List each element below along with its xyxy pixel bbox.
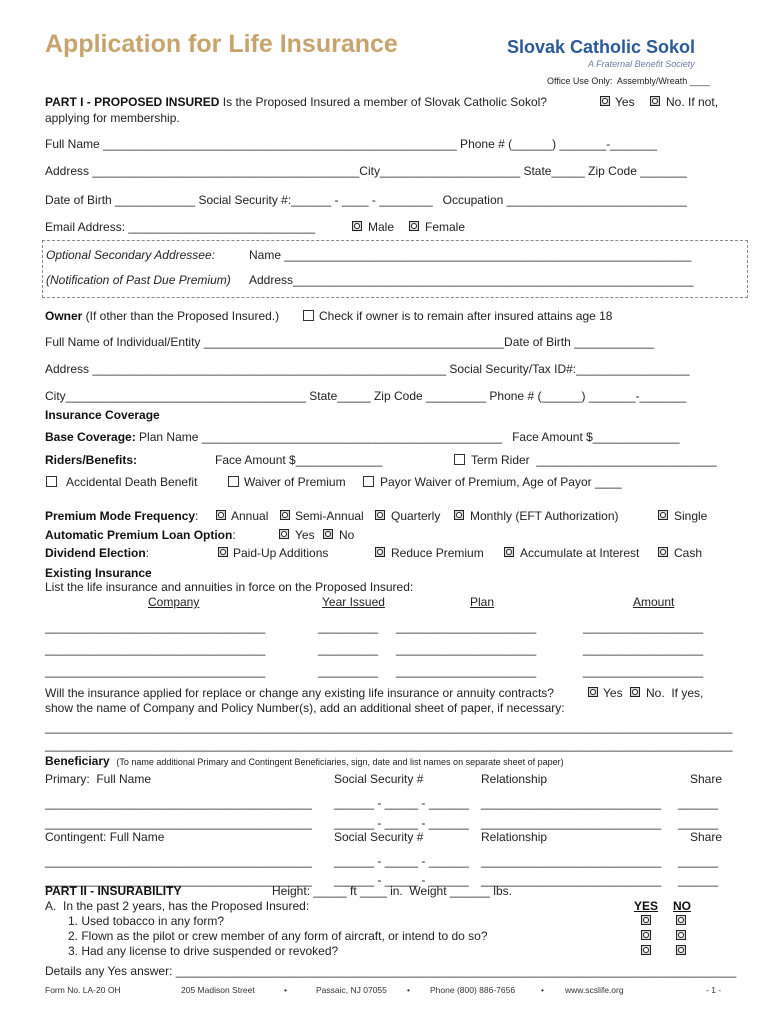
existing-heading: Existing Insurance	[45, 566, 152, 580]
dividend-label: Dividend Election	[45, 546, 146, 560]
primary-ss-field[interactable]: ______ - _____ - ______	[334, 816, 469, 830]
beneficiary-line	[45, 754, 564, 769]
insured-address-field[interactable]: Address ________________________________________City_____________________ State_____ Zip Code _______	[45, 164, 687, 178]
female-label: Female	[425, 220, 466, 234]
member-no-radio[interactable]	[650, 96, 660, 106]
primary-share-header: Share	[690, 772, 723, 786]
male-label: Male	[368, 220, 395, 234]
primary-label: Primary: Full Name	[45, 772, 152, 786]
question-2: 2. Flown as the pilot or crew member of any form of aircraft, or intend to do so?	[68, 929, 488, 943]
footer-bullet: •	[407, 985, 410, 995]
footer-phone: Phone (800) 886-7656	[430, 985, 516, 995]
semi-annual-radio[interactable]	[280, 510, 290, 520]
q2-no-radio[interactable]	[676, 930, 686, 940]
primary-ss-header: Social Security #	[334, 772, 424, 786]
owner-remain-label: Check if owner is to remain after insured attains age 18	[319, 309, 613, 323]
org-tagline: A Fraternal Benefit Society	[588, 59, 695, 69]
existing-company-field[interactable]: _________________________________	[45, 620, 266, 634]
org-name: Slovak Catholic Sokol	[507, 37, 696, 57]
annual-radio[interactable]	[216, 510, 226, 520]
accidental-death-checkbox[interactable]	[46, 476, 57, 487]
primary-relationship-header: Relationship	[481, 772, 548, 786]
apl-no-radio[interactable]	[323, 529, 333, 539]
secondary-address-field[interactable]: Address____________________________________________________________	[249, 273, 694, 287]
rider-face-amount-field[interactable]: Face Amount $_____________	[215, 453, 383, 467]
q1-yes-radio[interactable]	[641, 915, 651, 925]
coverage-heading: Insurance Coverage	[45, 408, 160, 422]
base-coverage-label: Base Coverage:	[45, 430, 136, 444]
primary-ss-field[interactable]: ______ - _____ - ______	[334, 796, 469, 810]
member-no-label: No. If not,	[666, 95, 719, 109]
insured-email-field[interactable]: Email Address: ____________________________	[45, 220, 316, 234]
beneficiary-note: (To name additional Primary and Contingent Beneficiaries, sign, date and list names on separate sheet of paper)	[116, 757, 564, 767]
riders-label: Riders/Benefits:	[45, 453, 138, 467]
contingent-relationship-header: Relationship	[481, 830, 548, 844]
quarterly-radio[interactable]	[375, 510, 385, 520]
question-a: A. In the past 2 years, has the Proposed Insured:	[45, 899, 310, 913]
details-field[interactable]: Details any Yes answer: ____________________________________________________________________________________	[45, 964, 737, 978]
form-number: Form No. LA-20 OH	[45, 985, 121, 995]
primary-name-field[interactable]: ________________________________________	[45, 796, 312, 810]
existing-year-field[interactable]: _________	[318, 620, 379, 634]
mode-label: Premium Mode Frequency	[45, 509, 196, 523]
semi-annual-label: Semi-Annual	[295, 509, 364, 523]
existing-amount-field[interactable]: __________________	[583, 642, 704, 656]
waiver-label: Waiver of Premium	[244, 475, 346, 489]
single-radio[interactable]	[658, 510, 668, 520]
notification-label: (Notification of Past Due Premium)	[46, 273, 231, 287]
q1-no-radio[interactable]	[676, 915, 686, 925]
contingent-share-field[interactable]: ______	[678, 854, 719, 868]
cash-label: Cash	[674, 546, 703, 560]
female-radio[interactable]	[409, 221, 419, 231]
contingent-ss-field[interactable]: ______ - _____ - ______	[334, 873, 469, 887]
primary-rel-field[interactable]: ___________________________	[481, 796, 662, 810]
apl-yes-label: Yes	[295, 528, 315, 542]
footer-website: www.scslife.org	[565, 985, 624, 995]
payor-waiver-checkbox[interactable]	[363, 476, 374, 487]
paid-up-label: Paid-Up Additions	[233, 546, 329, 560]
member-yes-label: Yes	[615, 95, 635, 109]
existing-plan-field[interactable]: _____________________	[396, 664, 537, 678]
owner-note: (If other than the Proposed Insured.)	[82, 309, 280, 323]
yes-column-header: YES	[634, 899, 659, 913]
col-company: Company	[148, 595, 200, 609]
term-rider-field[interactable]: Term Rider ___________________________	[471, 453, 717, 467]
apl-label: Automatic Premium Loan Option	[45, 528, 233, 542]
apl-line: Automatic Premium Loan Option:	[45, 528, 236, 542]
insured-name-phone-field[interactable]: Full Name _____________________________________________________ Phone # (______) _______-_______	[45, 137, 657, 151]
contingent-label: Contingent: Full Name	[45, 830, 165, 844]
primary-rel-field[interactable]: ___________________________	[481, 816, 662, 830]
paid-up-radio[interactable]	[218, 547, 228, 557]
office-use: Office Use Only: Assembly/Wreath ____	[547, 76, 710, 86]
reduce-premium-label: Reduce Premium	[391, 546, 484, 560]
owner-line	[45, 309, 279, 323]
insured-dob-ssn-field[interactable]: Date of Birth ____________ Social Security #:______ - ____ - ________ Occupation ___________________________	[45, 193, 687, 207]
base-coverage-field[interactable]: Plan Name _____________________________________________ Face Amount $_____________	[135, 430, 680, 444]
col-plan: Plan	[470, 595, 495, 609]
primary-name-field[interactable]: ________________________________________	[45, 816, 312, 830]
contingent-rel-field[interactable]: ___________________________	[481, 854, 662, 868]
secondary-label: Optional Secondary Addressee:	[46, 248, 215, 262]
q3-no-radio[interactable]	[676, 945, 686, 955]
no-column-header: NO	[673, 899, 691, 913]
quarterly-label: Quarterly	[391, 509, 441, 523]
owner-heading: Owner	[45, 309, 83, 323]
existing-amount-field[interactable]: __________________	[583, 664, 704, 678]
waiver-checkbox[interactable]	[228, 476, 239, 487]
annual-label: Annual	[231, 509, 269, 523]
contingent-name-field[interactable]: ________________________________________	[45, 854, 312, 868]
q3-yes-radio[interactable]	[641, 945, 651, 955]
existing-intro: List the life insurance and annuities in force on the Proposed Insured:	[45, 580, 414, 594]
accidental-death-label: Accidental Death Benefit	[66, 475, 198, 489]
single-label: Single	[674, 509, 708, 523]
part2-heading: PART II - INSURABILITY	[45, 884, 182, 898]
replace-instruction: show the name of Company and Policy Number(s), add an additional sheet of paper, if necessary:	[45, 701, 565, 715]
footer-bullet: •	[284, 985, 287, 995]
replace-detail-field[interactable]: _______________________________________________________________________________________________________	[45, 738, 733, 752]
replace-question: Will the insurance applied for replace or change any existing life insurance or annuity contracts?	[45, 686, 554, 700]
replace-no-radio[interactable]	[630, 687, 640, 697]
part1-heading: PART I - PROPOSED INSURED	[45, 95, 220, 109]
replace-yes-label: Yes	[603, 686, 623, 700]
payor-waiver-field[interactable]: Payor Waiver of Premium, Age of Payor ____	[380, 475, 622, 489]
owner-city-field[interactable]: City____________________________________ State_____ Zip Code _________ Phone # (______) _______-_______	[45, 389, 687, 403]
contingent-ss-header: Social Security #	[334, 830, 424, 844]
accumulate-radio[interactable]	[504, 547, 514, 557]
beneficiary-heading: Beneficiary	[45, 754, 110, 768]
existing-amount-field[interactable]: __________________	[583, 620, 704, 634]
male-radio[interactable]	[352, 221, 362, 231]
existing-plan-field[interactable]: _____________________	[396, 620, 537, 634]
footer-street: 205 Madison Street	[181, 985, 255, 995]
replace-no-label: No. If yes,	[646, 686, 704, 700]
cash-radio[interactable]	[658, 547, 668, 557]
accumulate-label: Accumulate at Interest	[520, 546, 640, 560]
contingent-rel-field[interactable]: ___________________________	[481, 873, 662, 887]
primary-share-field[interactable]: ______	[678, 816, 719, 830]
member-yes-radio[interactable]	[600, 96, 610, 106]
dividend-line: Dividend Election:	[45, 546, 150, 560]
question-1: 1. Used tobacco in any form?	[68, 914, 225, 928]
monthly-radio[interactable]	[454, 510, 464, 520]
height-weight-field[interactable]: Height: _____ ft ____ in. Weight ______ lbs.	[272, 884, 512, 898]
apl-yes-radio[interactable]	[279, 529, 289, 539]
col-year-issued: Year Issued	[322, 595, 385, 609]
primary-share-field[interactable]: ______	[678, 796, 719, 810]
footer-bullet: •	[541, 985, 544, 995]
member-question: Is the Proposed Insured a member of Slovak Catholic Sokol?	[219, 95, 547, 109]
secondary-name-field[interactable]: Name _____________________________________________________________	[249, 248, 692, 262]
existing-plan-field[interactable]: _____________________	[396, 642, 537, 656]
term-rider-checkbox[interactable]	[454, 454, 465, 465]
owner-address-field[interactable]: Address _____________________________________________________ Social Security/Tax ID#:_________________	[45, 362, 690, 376]
replace-yes-radio[interactable]	[588, 687, 598, 697]
reduce-premium-radio[interactable]	[375, 547, 385, 557]
apl-no-label: No	[339, 528, 355, 542]
contingent-name-field[interactable]: ________________________________________	[45, 873, 312, 887]
question-3: 3. Had any license to drive suspended or revoked?	[68, 944, 339, 958]
replace-detail-field[interactable]: _______________________________________________________________________________________________________	[45, 720, 733, 734]
existing-company-field[interactable]: _________________________________	[45, 642, 266, 656]
existing-company-field[interactable]: _________________________________	[45, 664, 266, 678]
owner-remain-checkbox[interactable]	[303, 310, 314, 321]
owner-name-field[interactable]: Full Name of Individual/Entity _____________________________________________Date of Birth ____________	[45, 335, 655, 349]
footer-city: Passaic, NJ 07055	[316, 985, 387, 995]
contingent-share-field[interactable]: ______	[678, 873, 719, 887]
col-amount: Amount	[633, 595, 675, 609]
page-number: - 1 -	[706, 985, 722, 995]
monthly-label: Monthly (EFT Authorization)	[470, 509, 619, 523]
membership-text: applying for membership.	[45, 111, 180, 125]
contingent-share-header: Share	[690, 830, 723, 844]
base-coverage-line[interactable]	[45, 430, 680, 444]
mode-line: Premium Mode Frequency:	[45, 509, 199, 523]
q2-yes-radio[interactable]	[641, 930, 651, 940]
part1-line	[45, 95, 547, 109]
existing-year-field[interactable]: _________	[318, 642, 379, 656]
form-title: Application for Life Insurance	[45, 30, 398, 58]
existing-year-field[interactable]: _________	[318, 664, 379, 678]
contingent-ss-field[interactable]: ______ - _____ - ______	[334, 854, 469, 868]
